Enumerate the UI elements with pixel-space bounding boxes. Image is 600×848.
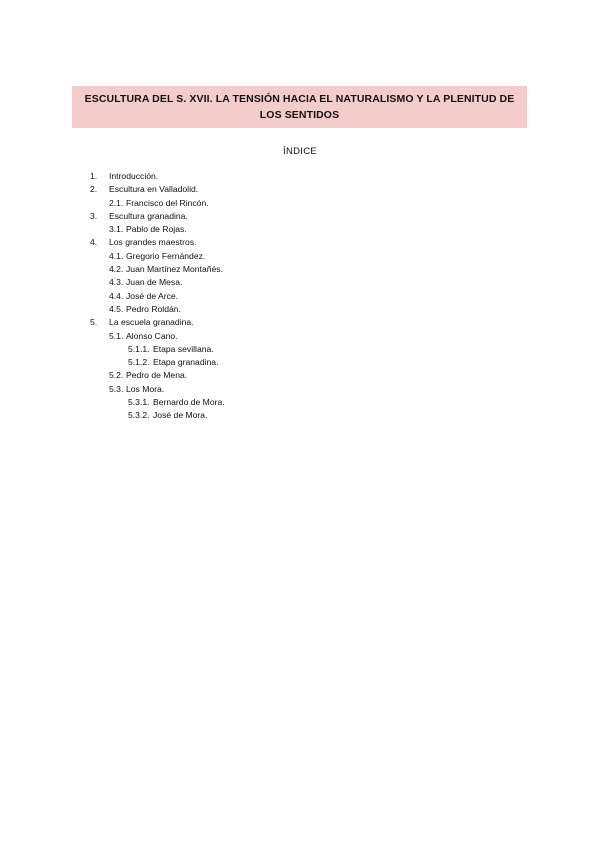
toc-item — [0, 369, 600, 382]
toc-item — [0, 330, 600, 343]
toc-item — [0, 170, 600, 183]
toc-item — [0, 223, 600, 236]
toc-item-label: Escultura granadina. — [109, 210, 188, 221]
toc-item — [0, 250, 600, 263]
toc-item — [0, 383, 600, 396]
toc-item-label: Etapa sevillana. — [153, 343, 214, 354]
toc-item-number: 4.4. — [109, 290, 124, 301]
toc-item — [0, 356, 600, 369]
toc-item-label: Pedro de Mena. — [126, 370, 188, 381]
toc-item-label: La escuela granadina. — [109, 317, 194, 328]
toc-item-number: 2.1. — [109, 197, 124, 208]
toc-item-number: 4.2. — [109, 264, 124, 275]
toc-item-label: Pedro Roldán. — [126, 303, 181, 314]
toc-item-number: 5. — [90, 317, 98, 328]
toc-item-number: 3.1. — [109, 224, 124, 235]
toc-item — [0, 197, 600, 210]
toc-item-number: 3. — [90, 210, 98, 221]
toc-item-label: Francisco del Rincón. — [126, 197, 209, 208]
toc-item-label: Juan de Mesa. — [126, 277, 183, 288]
toc-item — [0, 316, 600, 329]
toc-item-number: 5.3.2. — [128, 410, 150, 421]
toc-item — [0, 210, 600, 223]
toc-item-label: Alonso Cano. — [126, 330, 178, 341]
toc-item — [0, 183, 600, 196]
toc-item-number: 5.1. — [109, 330, 124, 341]
toc-item-number: 5.1.2. — [128, 357, 150, 368]
toc-item-number: 2. — [90, 184, 98, 195]
toc-item — [0, 303, 600, 316]
toc-item-label: Los grandes maestros. — [109, 237, 197, 248]
toc-item-number: 4.3. — [109, 277, 124, 288]
toc-item-number: 5.3.1. — [128, 397, 150, 408]
toc-item-number: 4. — [90, 237, 98, 248]
toc-item-label: Etapa granadina. — [153, 357, 219, 368]
toc-item-label: José de Arce. — [126, 290, 179, 301]
toc-item-number: 4.5. — [109, 303, 124, 314]
toc-item-label: Pablo de Rojas. — [126, 224, 187, 235]
toc-item — [0, 396, 600, 409]
toc-item-label: José de Mora. — [153, 410, 208, 421]
toc-item — [0, 263, 600, 276]
toc-item-label: Escultura en Valladolid. — [109, 184, 199, 195]
toc-item-label: Introducción. — [109, 171, 159, 181]
toc-item — [0, 236, 600, 249]
toc-item-number: 5.3. — [109, 383, 124, 394]
toc-item-number: 1. — [90, 171, 98, 181]
document-title: ESCULTURA DEL S. XVII. LA TENSIÓN HACIA EL NATURALISMO Y LA PLENITUD DE LOS SENTIDOS — [84, 93, 515, 121]
toc-item — [0, 343, 600, 356]
toc-item — [0, 290, 600, 303]
title-banner — [72, 86, 527, 128]
toc-item — [0, 409, 600, 422]
toc-item — [0, 276, 600, 289]
toc-item-number: 5.1.1. — [128, 343, 150, 354]
table-of-contents — [0, 170, 600, 423]
toc-item-label: Los Mora. — [126, 383, 165, 394]
index-heading: ÍNDICE — [283, 146, 317, 157]
toc-item-number: 4.1. — [109, 250, 124, 261]
toc-item-label: Juan Martínez Montañés. — [126, 264, 223, 275]
toc-item-label: Gregorio Fernández. — [126, 250, 206, 261]
toc-item-number: 5.2. — [109, 370, 124, 381]
toc-item-label: Bernardo de Mora. — [153, 397, 225, 408]
